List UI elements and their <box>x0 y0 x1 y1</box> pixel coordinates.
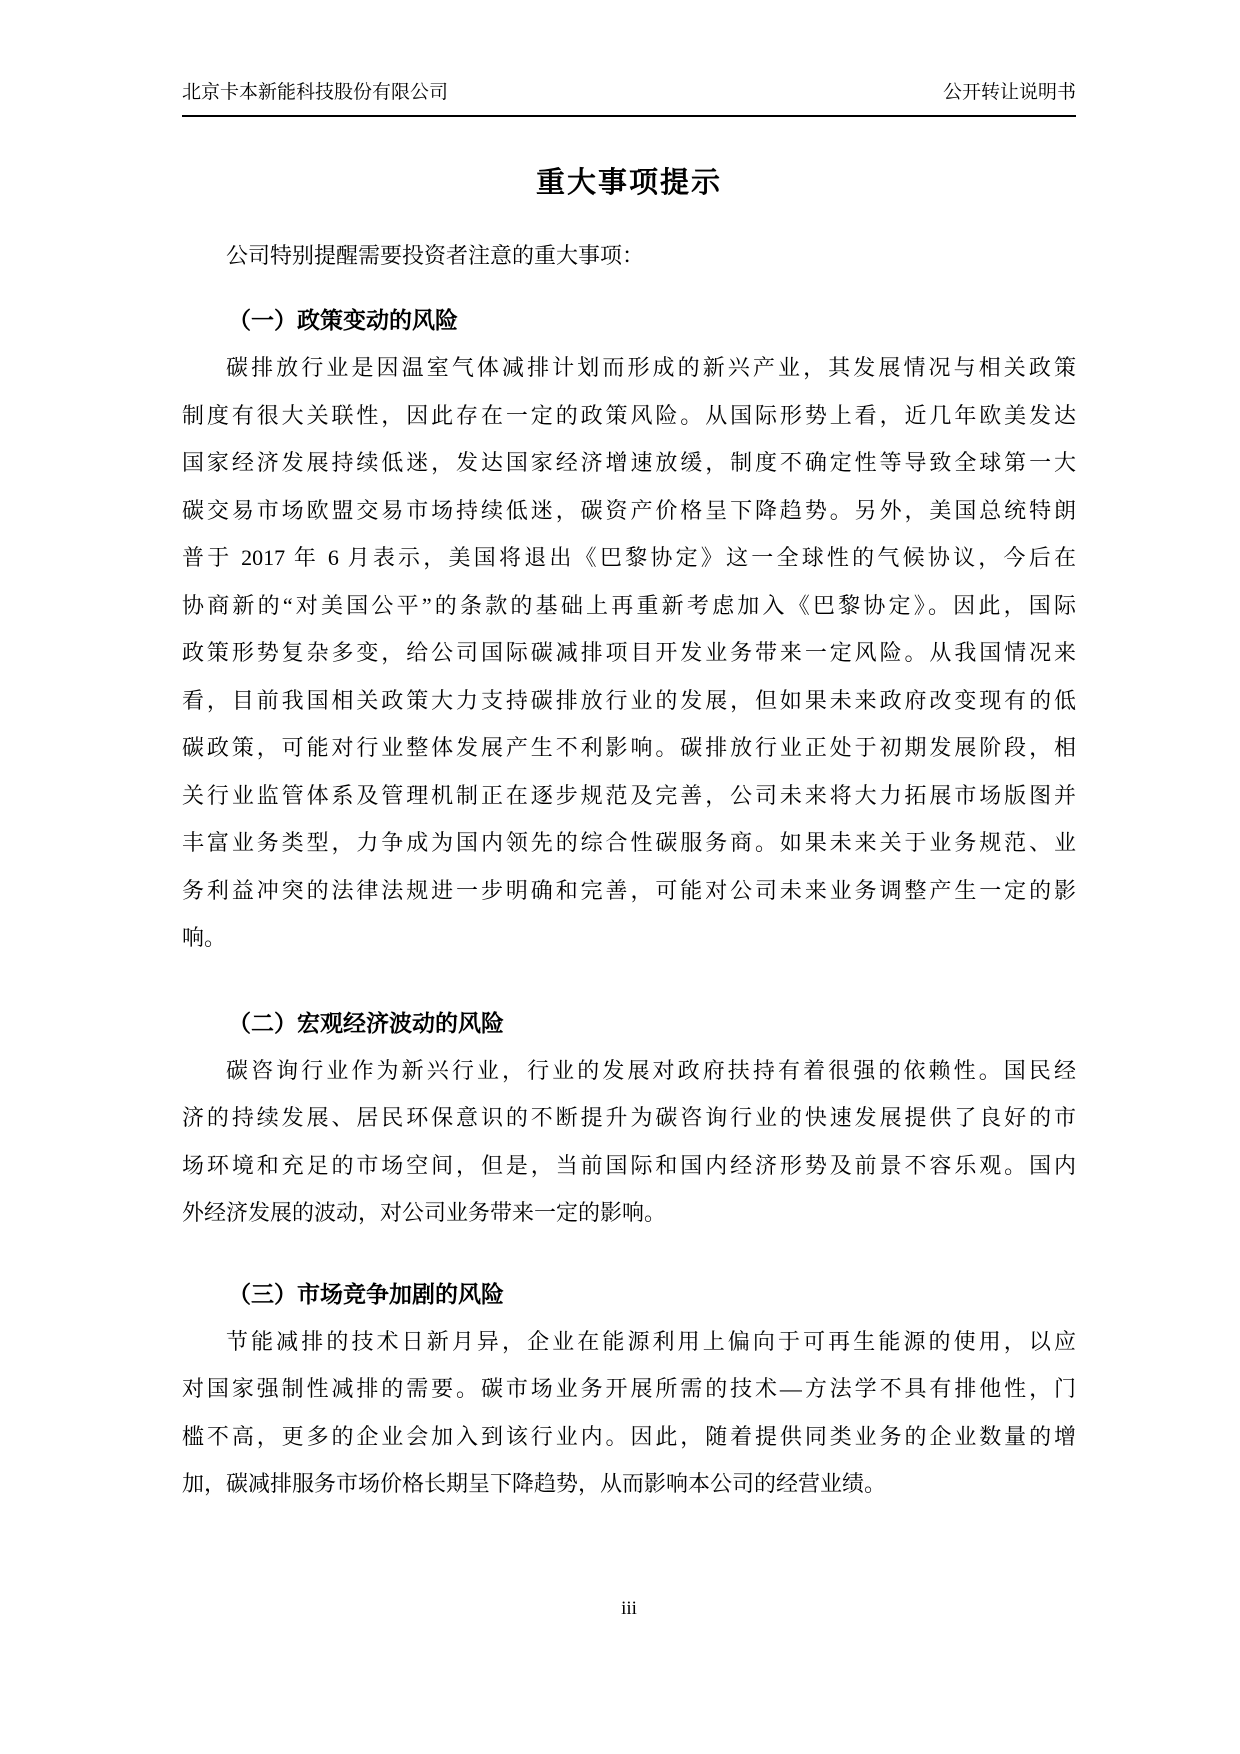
paragraph-line: 加，碳减排服务市场价格长期呈下降趋势，从而影响本公司的经营业绩。 <box>182 1471 887 1496</box>
section-heading-3: （三）市场竞争加剧的风险 <box>228 1280 504 1307</box>
paragraph-line: 丰富业务类型，力争成为国内领先的综合性碳服务商。如果未来关于业务规范、业 <box>182 830 1076 855</box>
section-policy-risk <box>182 303 1076 962</box>
paragraph-line: 看，目前我国相关政策大力支持碳排放行业的发展，但如果未来政府改变现有的低 <box>182 687 1076 713</box>
paragraph-line: 碳咨询行业作为新兴行业，行业的发展对政府扶持有着很强的依赖性。国民经 <box>226 1057 1076 1083</box>
paragraph-line: 对国家强制性减排的需要。碳市场业务开展所需的技术—方法学不具有排他性，门 <box>182 1376 1076 1401</box>
paragraph-line: 政策形势复杂多变，给公司国际碳减排项目开发业务带来一定风险。从我国情况来 <box>182 640 1076 665</box>
section-market-competition-risk <box>182 1277 1076 1508</box>
header-company-name: 北京卡本新能科技股份有限公司 <box>182 82 449 103</box>
page-number: iii <box>621 1598 637 1619</box>
paragraph-line: 国家经济发展持续低迷，发达国家经济增速放缓，制度不确定性等导致全球第一大 <box>182 450 1076 475</box>
section-paragraph-2 <box>182 1047 1076 1237</box>
paragraph-line: 碳交易市场欧盟交易市场持续低迷，碳资产价格呈下降趋势。另外，美国总统特朗 <box>182 497 1076 523</box>
page-header <box>182 80 1076 117</box>
paragraph-line: 关行业监管体系及管理机制正在逐步规范及完善，公司未来将大力拓展市场版图并 <box>182 782 1076 808</box>
paragraph-line: 场环境和充足的市场空间，但是，当前国际和国内经济形势及前景不容乐观。国内 <box>182 1152 1076 1178</box>
paragraph-line: 碳排放行业是因温室气体减排计划而形成的新兴产业，其发展情况与相关政策 <box>226 355 1076 380</box>
paragraph-line: 节能减排的技术日新月异，企业在能源利用上偏向于可再生能源的使用，以应 <box>226 1328 1076 1354</box>
section-heading-2: （二）宏观经济波动的风险 <box>228 1009 504 1036</box>
paragraph-line: 普于 2017 年 6 月表示，美国将退出《巴黎协定》这一全球性的气候协议，今后在 <box>182 545 1076 570</box>
section-heading-1: （一）政策变动的风险 <box>228 307 458 333</box>
section-paragraph-3 <box>182 1318 1076 1508</box>
paragraph-line: 济的持续发展、居民环保意识的不断提升为碳咨询行业的快速发展提供了良好的市 <box>182 1105 1076 1130</box>
intro-paragraph: 公司特别提醒需要投资者注意的重大事项： <box>226 243 645 268</box>
paragraph-line: 制度有很大关联性，因此存在一定的政策风险。从国际形势上看，近几年欧美发达 <box>182 402 1076 428</box>
section-macro-economy-risk <box>182 1006 1076 1237</box>
paragraph-line: 槛不高，更多的企业会加入到该行业内。因此，随着提供同类业务的企业数量的增 <box>182 1423 1076 1449</box>
paragraph-line: 碳政策，可能对行业整体发展产生不利影响。碳排放行业正处于初期发展阶段，相 <box>182 735 1076 760</box>
paragraph-line: 务利益冲突的法律法规进一步明确和完善，可能对公司未来业务调整产生一定的影 <box>182 877 1076 903</box>
paragraph-line: 响。 <box>182 925 227 950</box>
paragraph-line: 外经济发展的波动，对公司业务带来一定的影响。 <box>182 1200 667 1225</box>
page-title: 重大事项提示 <box>535 167 722 199</box>
header-document-type: 公开转让说明书 <box>942 82 1076 103</box>
paragraph-line: 协商新的“对美国公平”的条款的基础上再重新考虑加入《巴黎协定》。因此，国际 <box>182 592 1076 618</box>
section-paragraph-1 <box>182 344 1076 962</box>
